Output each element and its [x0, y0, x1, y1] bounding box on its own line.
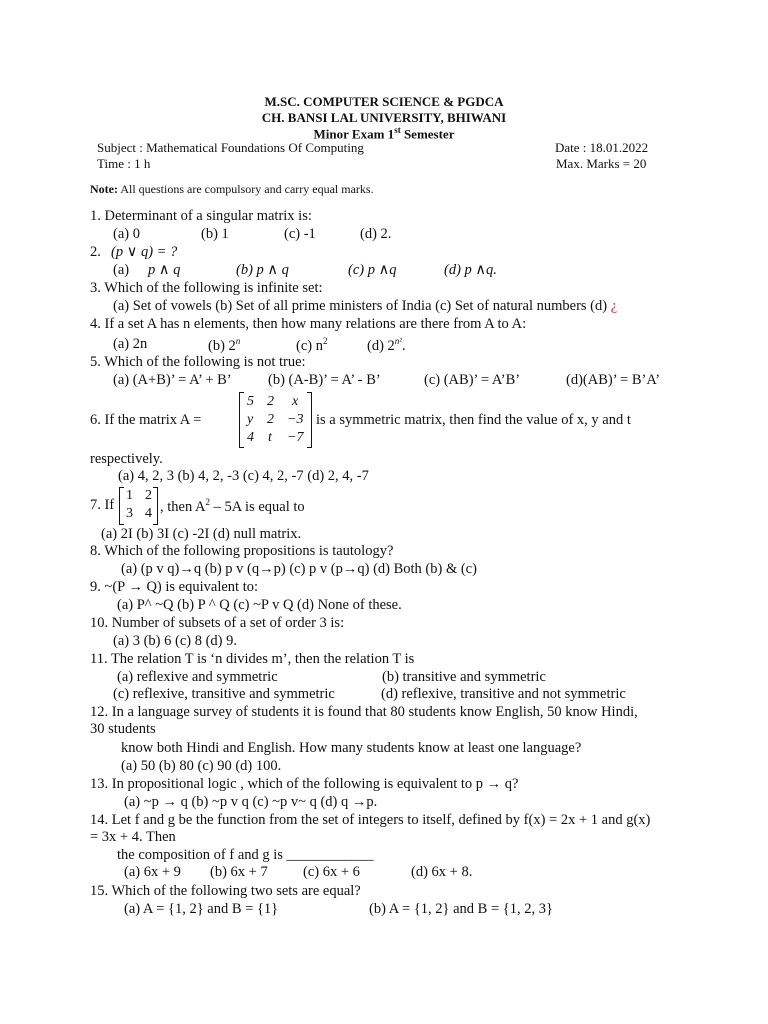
q3-option-d-glyph: ¿: [610, 298, 618, 314]
q6-matrix-cell: 5: [247, 394, 254, 409]
q4-option-d: (d) $2^{n^2}$.: [367, 336, 406, 354]
q6-matrix-cell: 2: [267, 412, 274, 427]
subject-line: Subject : Mathematical Foundations Of Computing: [97, 140, 364, 155]
question-12-stem: 12. In a language survey of students it is found that 80 students know English, 50 know Hindi,: [90, 704, 638, 720]
question-8-stem: 8. Which of the following propositions is tautology?: [90, 543, 394, 559]
question-6-stem-start: 6. If the matrix A =: [90, 412, 202, 428]
q1-option-d: (d) 2.: [360, 226, 392, 242]
q6-matrix-cell: 2: [267, 394, 274, 409]
q5-option-b: (b) (A-B)’ = A’ - B’: [268, 372, 381, 388]
question-5-stem: 5. Which of the following is not true:: [90, 354, 306, 370]
question-14-stem: 14. Let f and g be the function from the set of integers to itself, defined by f(x) = 2x + 1 and g(x): [90, 812, 651, 828]
q7-options: (a) 2I (b) 3I (c) -2I (d) null matrix.: [101, 526, 302, 542]
q6-matrix-cell: y: [247, 412, 254, 427]
q2-option-a: p ∧ q: [148, 262, 181, 278]
max-marks: Max. Marks = 20: [556, 156, 647, 171]
question-11-stem: 11. The relation T is ‘n divides m’, then the relation T is: [90, 651, 415, 667]
q7-matrix-cell: 1: [126, 488, 133, 503]
q15-option-b: (b) A = {1, 2} and B = {1, 2, 3}: [369, 901, 553, 917]
q14-option-d: (d) 6x + 8.: [411, 864, 473, 880]
q4-option-b: (b) 2$^n$: [208, 336, 241, 354]
question-6-stem-continued: respectively.: [90, 451, 163, 467]
exam-time: Time : 1 h: [97, 156, 151, 171]
q2-option-c: (c) p ∧q: [348, 262, 397, 278]
question-10-stem: 10. Number of subsets of a set of order 3 is:: [90, 615, 345, 631]
q1-option-b: (b) 1: [201, 226, 229, 242]
question-1-stem: 1. Determinant of a singular matrix is:: [90, 208, 312, 224]
q5-option-a: (a) (A+B)’ = A’ + B’: [113, 372, 232, 388]
question-7-stem-start: 7. If: [90, 497, 115, 513]
exam-date: Date : 18.01.2022: [555, 140, 649, 155]
q1-option-c: (c) -1: [284, 226, 316, 242]
exam-title: Minor Exam 1st Semester: [313, 125, 455, 142]
q1-option-a: (a) 0: [113, 226, 140, 242]
q2-option-d: (d) p ∧q.: [444, 262, 497, 278]
q11-option-b: (b) transitive and symmetric: [382, 669, 546, 685]
q6-options: (a) 4, 2, 3 (b) 4, 2, -3 (c) 4, 2, -7 (d) 2, 4, -7: [118, 468, 369, 484]
q6-matrix-cell: −7: [287, 430, 304, 445]
question-2-expression: (p ∨ q) = ?: [111, 244, 178, 260]
question-12-stem-line-3: know both Hindi and English. How many students know at least one language?: [121, 740, 582, 756]
q7-matrix-left-bracket: [119, 487, 124, 525]
question-4-stem: 4. If a set A has n elements, then how many relations are there from A to A:: [90, 316, 527, 332]
q7-matrix-right-bracket: [153, 487, 158, 525]
q14-option-c: (c) 6x + 6: [303, 864, 360, 880]
q6-matrix-cell: 4: [247, 430, 254, 445]
q14-option-b: (b) 6x + 7: [210, 864, 268, 880]
q6-matrix-cell: −3: [287, 412, 304, 427]
instructions-note: Note: All questions are compulsory and carry equal marks.: [90, 182, 374, 196]
q7-matrix-cell: 3: [126, 506, 133, 521]
q7-matrix-cell: 2: [145, 488, 152, 503]
q4-option-a: (a) 2n: [113, 336, 148, 352]
question-6-stem-end: is a symmetric matrix, then find the value of x, y and t: [316, 412, 631, 428]
question-13-stem: 13. In propositional logic , which of the following is equivalent to p → q?: [90, 776, 519, 792]
question-3-stem: 3. Which of the following is infinite set:: [90, 280, 323, 296]
q14-option-a: (a) 6x + 9: [124, 864, 181, 880]
q6-matrix-cell: t: [268, 430, 272, 445]
question-14-stem-line-2: = 3x + 4. Then: [90, 829, 176, 845]
header-line-2: CH. BANSI LAL UNIVERSITY, BHIWANI: [261, 110, 507, 125]
q11-option-c: (c) reflexive, transitive and symmetric: [113, 686, 335, 702]
q9-options: (a) P^ ~Q (b) P ^ Q (c) ~P v Q (d) None of these.: [117, 597, 402, 613]
q8-options: (a) (p v q)→q (b) p v (q→p) (c) p v (p→q) (d) Both (b) & (c): [121, 561, 477, 577]
question-9-stem: 9. ~(P → Q) is equivalent to:: [90, 579, 258, 595]
q4-option-c: (c) $n^2$: [296, 336, 328, 354]
q10-options: (a) 3 (b) 6 (c) 8 (d) 9.: [113, 633, 238, 649]
q6-matrix-right-bracket: [307, 392, 312, 448]
q6-matrix-left-bracket: [239, 392, 244, 448]
question-15-stem: 15. Which of the following two sets are equal?: [90, 883, 361, 899]
q15-option-a: (a) A = {1, 2} and B = {1}: [124, 901, 279, 917]
q5-option-d: (d)(AB)’ = B’A’: [566, 372, 661, 388]
question-12-stem-line-2: 30 students: [90, 721, 156, 737]
q11-option-a: (a) reflexive and symmetric: [117, 669, 278, 685]
q12-options: (a) 50 (b) 80 (c) 90 (d) 100.: [121, 758, 282, 774]
q11-option-d: (d) reflexive, transitive and not symmetric: [381, 686, 626, 702]
q3-options: (a) Set of vowels (b) Set of all prime ministers of India (c) Set of natural numbers (d) ¿: [113, 298, 618, 314]
q6-matrix-cell: x: [292, 394, 299, 409]
q2-option-a-label: (a): [113, 262, 130, 278]
question-2-number: 2.: [90, 244, 101, 260]
header-line-1: M.SC. COMPUTER SCIENCE & PGDCA: [264, 94, 504, 109]
q7-matrix-cell: 4: [145, 506, 152, 521]
question-7-stem-end: , then $A^2 - 5A$ is equal to: [160, 497, 305, 515]
q2-option-b: (b) p ∧ q: [236, 262, 289, 278]
q13-options: (a) ~p → q (b) ~p v q (c) ~p v~ q (d) q →p.: [124, 794, 378, 810]
q5-option-c: (c) (AB)’ = A’B’: [424, 372, 521, 388]
question-14-stem-line-3: the composition of f and g is ____________: [117, 847, 374, 863]
